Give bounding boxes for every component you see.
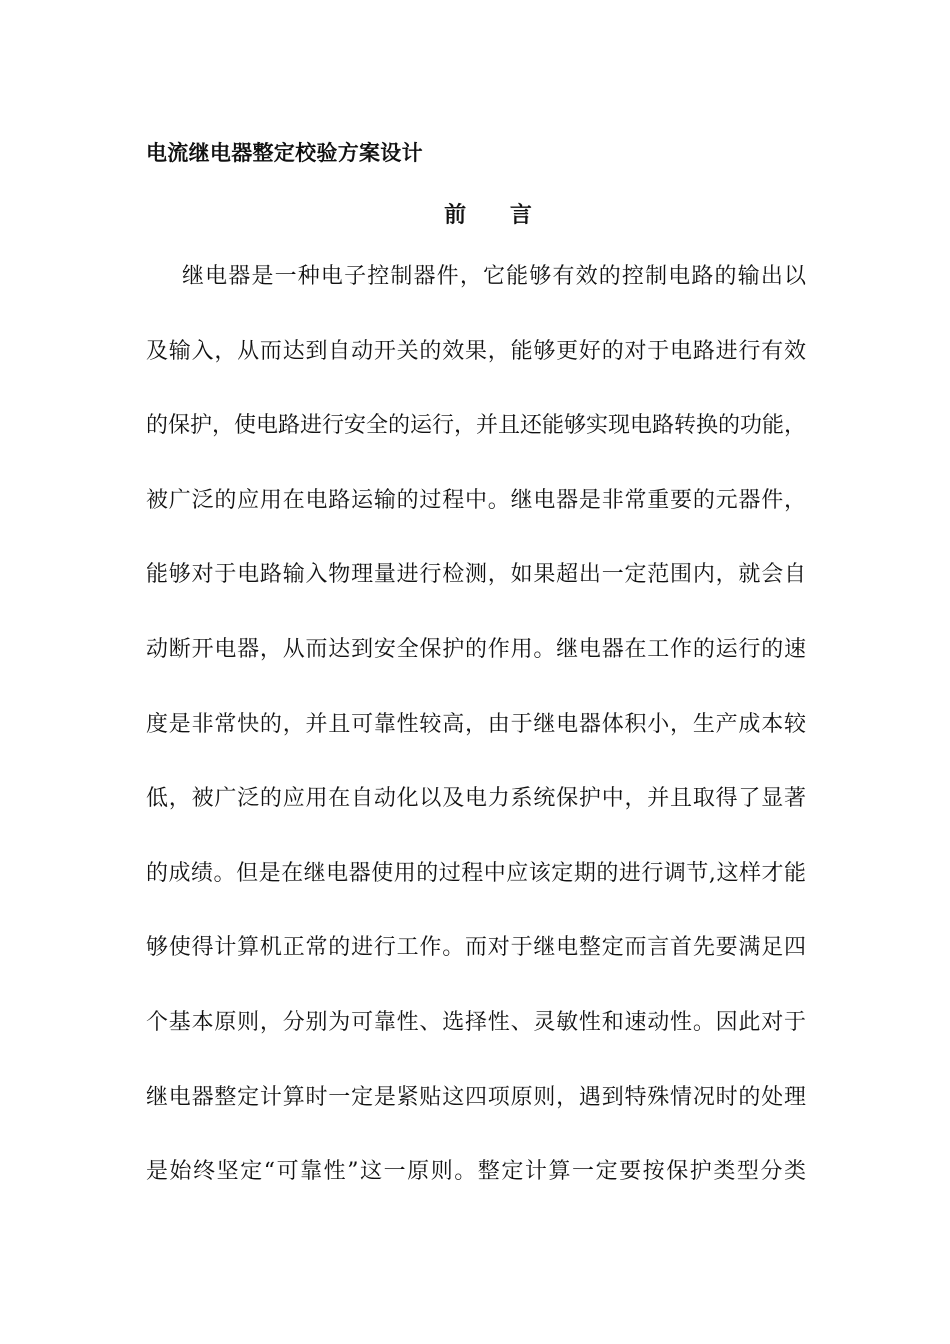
paragraph-line: 个基本原则，分别为可靠性、选择性、灵敏性和速动性。因此对于 <box>146 1009 806 1035</box>
body-paragraph <box>146 258 806 1228</box>
paragraph-line: 继电器整定计算时一定是紧贴这四项原则，遇到特殊情况时的处理 <box>146 1084 806 1110</box>
paragraph-line: 度是非常快的，并且可靠性较高，由于继电器体积小，生产成本较 <box>146 711 806 737</box>
paragraph-line: 动断开电器，从而达到安全保护的作用。继电器在工作的运行的速 <box>146 636 806 662</box>
paragraph-line: 继电器是一种电子控制器件，它能够有效的控制电路的输出以 <box>182 264 806 289</box>
paragraph-line: 的成绩。但是在继电器使用的过程中应该定期的进行调节,这样才能 <box>146 860 806 886</box>
paragraph-line: 是始终坚定“可靠性”这一原则。整定计算一定要按保护类型分类 <box>146 1159 806 1185</box>
paragraph-line: 的保护，使电路进行安全的运行，并且还能够实现电路转换的功能， <box>146 413 806 439</box>
paragraph-line: 低，被广泛的应用在自动化以及电力系统保护中，并且取得了显著 <box>146 786 806 812</box>
document-title: 电流继电器整定校验方案设计 <box>146 141 423 165</box>
paragraph-line: 能够对于电路输入物理量进行检测，如果超出一定范围内，就会自 <box>146 562 806 588</box>
paragraph-line: 够使得计算机正常的进行工作。而对于继电整定而言首先要满足四 <box>146 935 806 961</box>
section-heading-preface: 前 言 <box>444 202 550 228</box>
paragraph-line: 及输入，从而达到自动开关的效果，能够更好的对于电路进行有效 <box>146 338 806 364</box>
paragraph-line: 被广泛的应用在电路运输的过程中。继电器是非常重要的元器件， <box>146 487 806 513</box>
